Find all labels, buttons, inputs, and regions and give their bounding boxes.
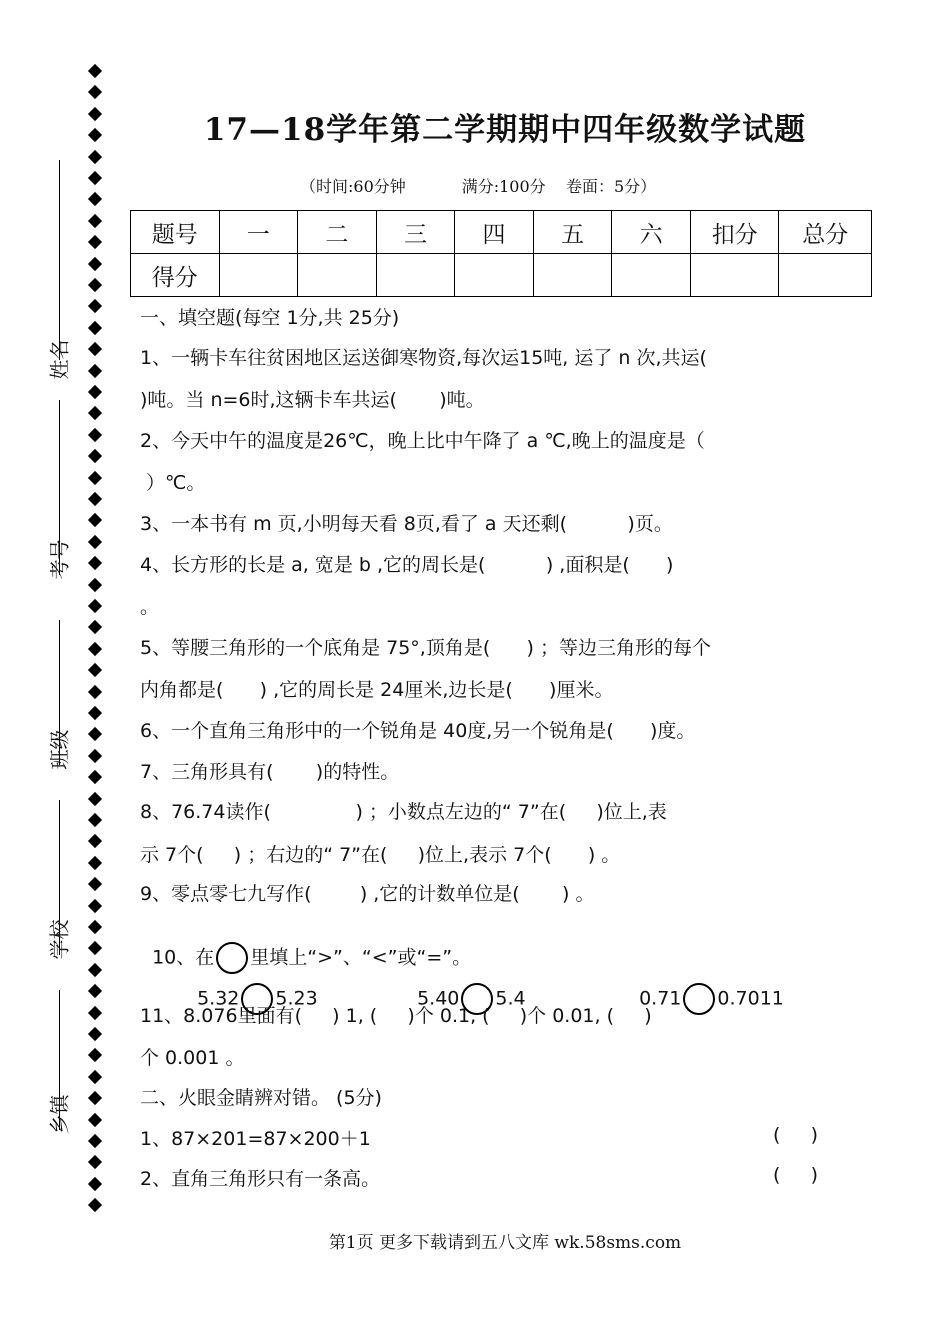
diamond-icon bbox=[88, 1177, 102, 1191]
question-line: ）℃。 bbox=[140, 472, 206, 494]
score-table bbox=[130, 210, 872, 297]
diamond-icon bbox=[88, 963, 102, 977]
diamond-icon bbox=[88, 578, 102, 592]
question-line: 1、一辆卡车往贫困地区运送御寒物资,每次运15吨, 运了 n 次,共运( bbox=[140, 347, 707, 369]
score-cell bbox=[533, 254, 612, 297]
compare-right: 5.4 bbox=[495, 987, 526, 1010]
question-line: 2、今天中午的温度是26℃，晚上比中午降了 a ℃,晚上的温度是（ bbox=[140, 430, 705, 452]
question-10-prefix: 10、在 bbox=[152, 946, 215, 969]
diamond-icon bbox=[88, 321, 102, 335]
question-line: 8、76.74读作( ) ；小数点左边的“ 7”在( )位上,表 bbox=[140, 801, 667, 823]
compare-right: 5.23 bbox=[275, 987, 318, 1010]
diamond-icon bbox=[88, 599, 102, 613]
compare-left: 0.71 bbox=[639, 987, 682, 1010]
diamond-icon bbox=[88, 342, 102, 356]
diamond-icon bbox=[88, 513, 102, 527]
diamond-icon bbox=[88, 235, 102, 249]
diamond-icon bbox=[88, 642, 102, 656]
diamond-icon bbox=[88, 364, 102, 378]
diamond-icon bbox=[88, 192, 102, 206]
header-section-4: 四 bbox=[455, 211, 534, 254]
diamond-icon bbox=[88, 792, 102, 806]
question-line: 3、一本书有 m 页,小明每天看 8页,看了 a 天还剩( )页。 bbox=[140, 513, 673, 535]
question-line: 4、长方形的长是 a, 宽是 b ,它的周长是( ) ,面积是( ) bbox=[140, 554, 674, 576]
section-1-heading: 一、填空题(每空 1分,共 25分) bbox=[140, 307, 400, 329]
diamond-icon bbox=[88, 85, 102, 99]
answer-brackets: ( ) bbox=[773, 1164, 819, 1186]
score-table-header-row bbox=[131, 211, 872, 254]
question-line: 个 0.001 。 bbox=[140, 1047, 245, 1069]
name-line bbox=[59, 160, 60, 360]
question-10-suffix: 里填上“>”、“<”或“=”。 bbox=[250, 946, 472, 969]
binding-diamond-strip bbox=[86, 66, 106, 1226]
compare-left: 5.32 bbox=[197, 987, 240, 1010]
diamond-icon bbox=[88, 1198, 102, 1212]
section-2-heading: 二、火眼金睛辨对错。 (5分) bbox=[140, 1087, 382, 1109]
diamond-icon bbox=[88, 406, 102, 420]
diamond-icon bbox=[88, 834, 102, 848]
question-line: 示 7个( ) ；右边的“ 7”在( )位上,表示 7个( ) 。 bbox=[140, 844, 621, 866]
diamond-icon bbox=[88, 920, 102, 934]
header-section-5: 五 bbox=[533, 211, 612, 254]
diamond-icon bbox=[88, 620, 102, 634]
diamond-icon bbox=[88, 299, 102, 313]
score-cell bbox=[779, 254, 872, 297]
diamond-icon bbox=[88, 1091, 102, 1105]
diamond-icon bbox=[88, 1027, 102, 1041]
diamond-icon bbox=[88, 1048, 102, 1062]
row-label-score: 得分 bbox=[131, 254, 220, 297]
diamond-icon bbox=[88, 1113, 102, 1127]
diamond-icon bbox=[88, 556, 102, 570]
score-cell bbox=[612, 254, 691, 297]
town-label: 乡镇 bbox=[47, 1094, 72, 1135]
question-line: 9、零点零七九写作( ) ,它的计数单位是( ) 。 bbox=[140, 883, 595, 905]
diamond-icon bbox=[88, 471, 102, 485]
diamond-icon bbox=[88, 984, 102, 998]
diamond-icon bbox=[88, 428, 102, 442]
name-label: 姓名 bbox=[47, 339, 72, 380]
compare-right: 0.7011 bbox=[717, 987, 784, 1010]
header-section-1: 一 bbox=[219, 211, 298, 254]
diamond-icon bbox=[88, 1006, 102, 1020]
diamond-icon bbox=[88, 663, 102, 677]
diamond-icon bbox=[88, 64, 102, 78]
school-label: 学校 bbox=[47, 919, 72, 960]
question-line: 。 bbox=[140, 596, 160, 618]
diamond-icon bbox=[88, 385, 102, 399]
question-line: 7、三角形具有( )的特性。 bbox=[140, 761, 400, 783]
diamond-icon bbox=[88, 685, 102, 699]
header-section-3: 三 bbox=[376, 211, 455, 254]
diamond-icon bbox=[88, 278, 102, 292]
diamond-icon bbox=[88, 749, 102, 763]
score-cell bbox=[690, 254, 779, 297]
diamond-icon bbox=[88, 257, 102, 271]
score-table-score-row bbox=[131, 254, 872, 297]
diamond-icon bbox=[88, 214, 102, 228]
diamond-icon bbox=[88, 941, 102, 955]
true-false-question: 1、87×201=87×200＋1 bbox=[140, 1128, 371, 1150]
score-cell bbox=[376, 254, 455, 297]
score-cell bbox=[298, 254, 377, 297]
compare-left: 5.40 bbox=[417, 987, 460, 1010]
header-total: 总分 bbox=[779, 211, 872, 254]
header-section-2: 二 bbox=[298, 211, 377, 254]
diamond-icon bbox=[88, 813, 102, 827]
diamond-icon bbox=[88, 1134, 102, 1148]
circle-icon bbox=[683, 983, 715, 1015]
answer-brackets: ( ) bbox=[773, 1124, 819, 1146]
question-line: 11、8.076里面有( ) 1, ( )个 0.1, ( )个 0.01, ( ) bbox=[140, 1005, 652, 1027]
diamond-icon bbox=[88, 1070, 102, 1084]
diamond-icon bbox=[88, 535, 102, 549]
diamond-icon bbox=[88, 171, 102, 185]
diamond-icon bbox=[88, 877, 102, 891]
header-question-number: 题号 bbox=[131, 211, 220, 254]
page-footer: 第1页 更多下载请到五八文库 wk.58sms.com bbox=[328, 1233, 682, 1253]
score-cell bbox=[455, 254, 534, 297]
header-deduction: 扣分 bbox=[690, 211, 779, 254]
diamond-icon bbox=[88, 706, 102, 720]
question-line: )吨。当 n=6时,这辆卡车共运( )吨。 bbox=[140, 389, 485, 411]
diamond-icon bbox=[88, 1155, 102, 1169]
diamond-icon bbox=[88, 727, 102, 741]
diamond-icon bbox=[88, 449, 102, 463]
question-line: 内角都是( ) ,它的周长是 24厘米,边长是( )厘米。 bbox=[140, 679, 614, 701]
exam-number-label: 考号 bbox=[47, 539, 72, 580]
score-cell bbox=[219, 254, 298, 297]
diamond-icon bbox=[88, 856, 102, 870]
header-section-6: 六 bbox=[612, 211, 691, 254]
true-false-question: 2、直角三角形只有一条高。 bbox=[140, 1168, 381, 1190]
exam-subtitle: （时间:60分钟 满分:100分 卷面：5分） bbox=[300, 177, 657, 196]
question-line: 5、等腰三角形的一个底角是 75°,顶角是( ) ；等边三角形的每个 bbox=[140, 637, 711, 659]
question-line: 6、一个直角三角形中的一个锐角是 40度,另一个锐角是( )度。 bbox=[140, 720, 696, 742]
diamond-icon bbox=[88, 150, 102, 164]
diamond-icon bbox=[88, 770, 102, 784]
diamond-icon bbox=[88, 899, 102, 913]
class-label: 班级 bbox=[47, 729, 72, 770]
diamond-icon bbox=[88, 492, 102, 506]
exam-title: 17—18学年第二学期期中四年级数学试题 bbox=[203, 112, 807, 148]
